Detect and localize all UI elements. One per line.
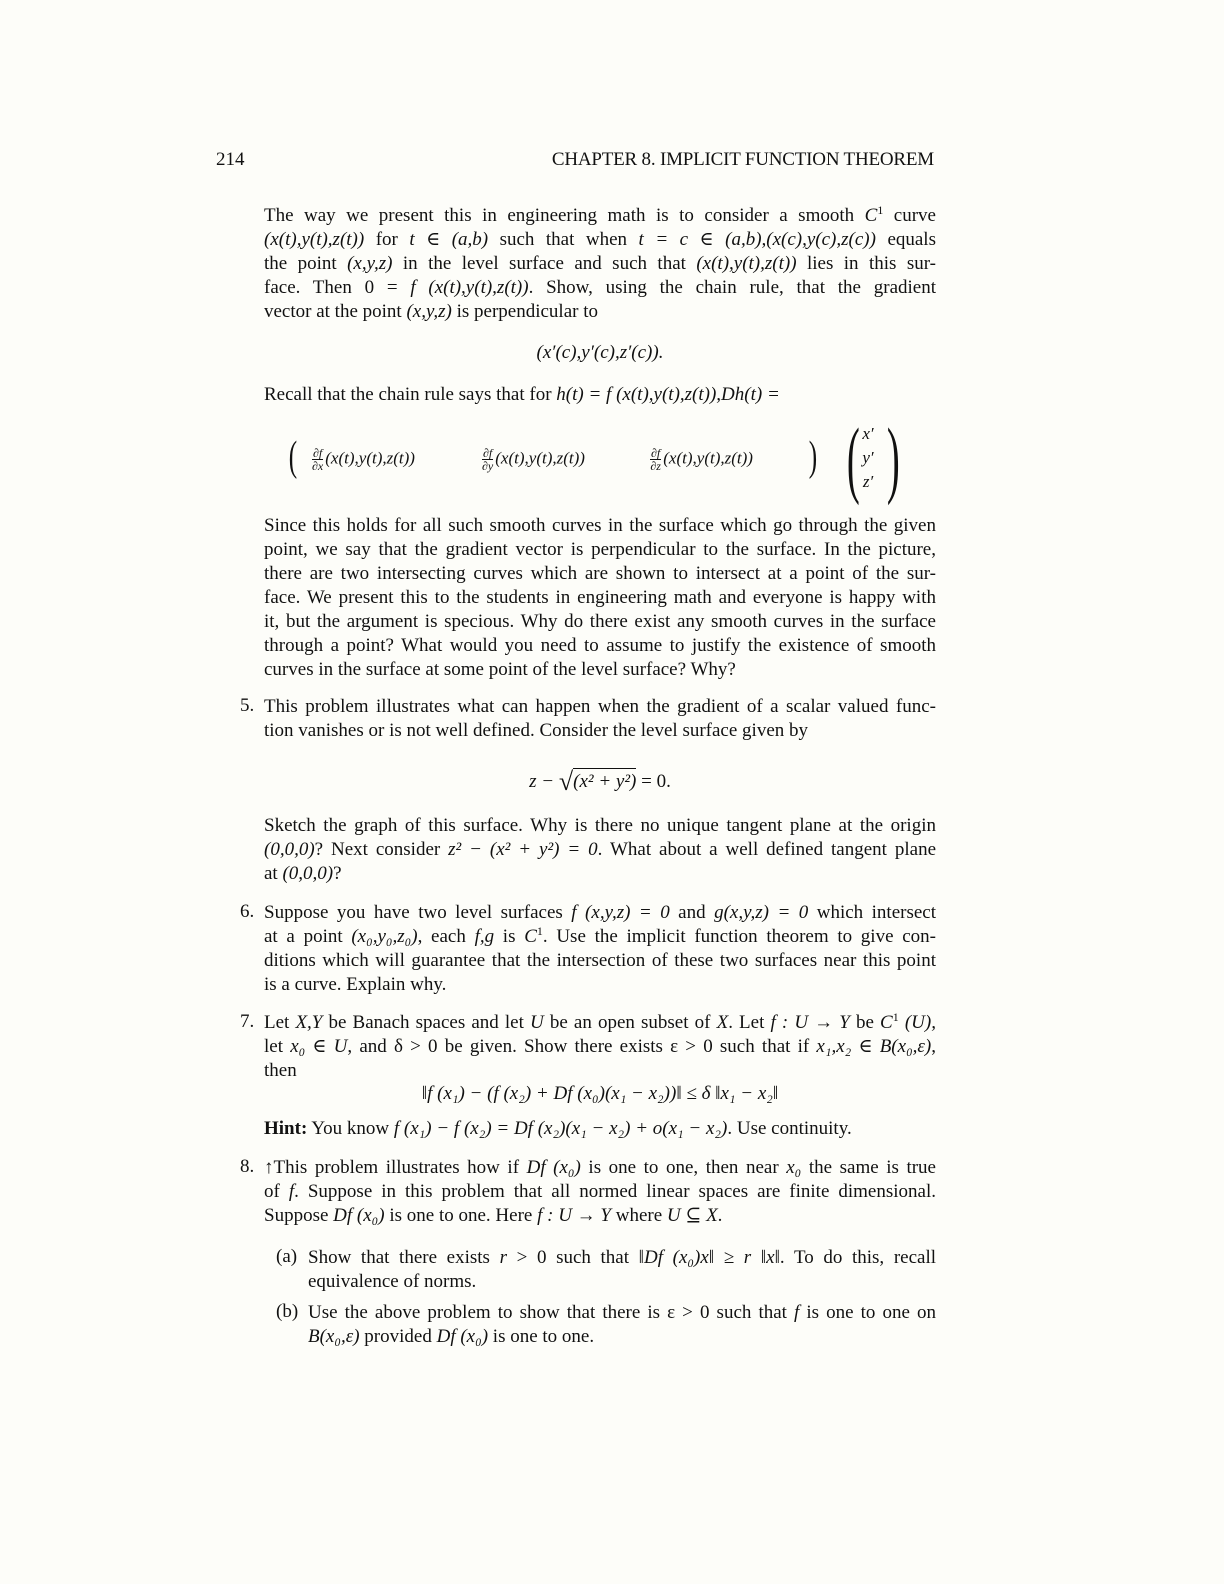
subpart-label: (b) <box>276 1301 299 1322</box>
page-number: 214 <box>216 149 245 170</box>
problem-5-followup: Sketch the graph of this surface. Why is there no unique tangent plane at the origin (0,0,0)? Next consider z² − (x² + y²) = 0. What about a well defined tangent plane at (0,0,0)? <box>264 815 937 884</box>
since-paragraph: Since this holds for all such smooth curves in the surface which go through the given point, we say that the gradient vector is perpendicular to the surface. In the picture, there are two intersecting curves which are shown to intersect at a point of the sur- face. We present this to the students in engineering math and everyone is happy with it, but the argument is specious. Why do there exist any smooth curves in the surface through a point? What would you need to assume to justify the existence of smooth curves in the surface at some point of the level surface? Why? <box>264 515 936 680</box>
subpart-label: (a) <box>276 1246 298 1267</box>
problem-7-hint: Hint: You know f (x₁) − f (x₂) = Df (x₂)(x₁ − x₂) + o(x₁ − x₂). Use continuity. <box>264 1118 852 1139</box>
problem-number: 8. <box>240 1156 255 1177</box>
recall-line: Recall that the chain rule says that for h(t) = f (x(t),y(t),z(t)),Dh(t) = <box>264 384 780 405</box>
partial-y-term: $\frac{\partial f}{\partial y}$ (x(t),y(t),z(t)) <box>482 446 585 473</box>
intro-line: The way we present this in engineering math is to consider a smooth $C^1$ curve <box>264 203 936 226</box>
partial-z-term: $\frac{\partial f}{\partial z}$ (x(t),y(t),z(t)) <box>650 446 753 473</box>
chain-rule-matrix-equation <box>288 410 908 506</box>
problem-6-text: Suppose you have two level surfaces f (x,y,z) = 0 and g(x,y,z) = 0 which intersect at a point (x₀,y₀,z₀), each f,g is $C^1$. Use the implicit function theorem to give con- ditions which will guarantee that the intersection of these two surfaces near this point is a curve. Explain why. <box>264 902 936 995</box>
intro-line: the point (x,y,z) in the level surface and such that (x(t),y(t),z(t)) lies in this sur- <box>264 253 936 274</box>
estimate-inequality: ‖f (x₁) − (f (x₂) + Df (x₀)(x₁ − x₂))‖ ≤ δ ‖x₁ − x₂‖ <box>421 1083 779 1104</box>
problem-8-text: ↑This problem illustrates how if Df (x₀) is one to one, then near x₀ the same is true of f. Suppose in this problem that all normed linear spaces are finite dimensional. Suppose Df (x₀) is one to one. Here f : U → Y where U ⊆ X. <box>264 1157 937 1226</box>
intro-line: vector at the point (x,y,z) is perpendicular to <box>264 301 598 322</box>
subpart-b-text: Use the above problem to show that there is ε > 0 such that f is one to one on B(x₀,ε) provided Df (x₀) is one to one. <box>308 1302 936 1347</box>
problem-number: 7. <box>240 1011 255 1032</box>
intro-paragraph <box>264 204 936 324</box>
intro-line: (x(t),y(t),z(t)) for t ∈ (a,b) such that when t = c ∈ (a,b),(x(c),y(c),z(c)) equals <box>264 229 936 250</box>
tangent-vector-equation: (x′(c),y′(c),z′(c)). <box>536 342 664 363</box>
problem-number: 6. <box>240 901 255 922</box>
right-paren: ) <box>808 434 818 480</box>
intro-line: face. Then 0 = f (x(t),y(t),z(t)). Show, using the chain rule, that the gradient <box>264 277 936 298</box>
chapter-title: CHAPTER 8. IMPLICIT FUNCTION THEOREM <box>551 149 934 170</box>
subpart-a-text: Show that there exists r > 0 such that ‖Df (x₀)x‖ ≥ r ‖x‖. To do this, recall equivalence of norms. <box>308 1247 937 1292</box>
partial-x-term: $\frac{\partial f}{\partial x}$ (x(t),y(t),z(t)) <box>312 446 415 473</box>
column-entry: y′ <box>862 448 874 467</box>
problem-7-text: Let X,Y be Banach spaces and let U be an open subset of X. Let f : U → Y be $C^1$ (U), let x₀ ∈ U, and δ > 0 be given. Show there exists ε > 0 such that if x₁,x₂ ∈ B(x₀,ε), then <box>264 1010 936 1081</box>
derivative-column-vector: ( x′ y′ z′ ) <box>843 420 893 500</box>
column-entry: z′ <box>862 472 874 491</box>
problem-5-text: This problem illustrates what can happen when the gradient of a scalar valued func- tion vanishes or is not well defined. Consider the level surface given by <box>264 696 936 741</box>
problem-number: 5. <box>240 695 255 716</box>
column-entry: x′ <box>862 424 874 443</box>
left-paren: ( <box>288 434 298 480</box>
cone-equation: z − √(x² + y²) = 0. <box>529 767 671 796</box>
